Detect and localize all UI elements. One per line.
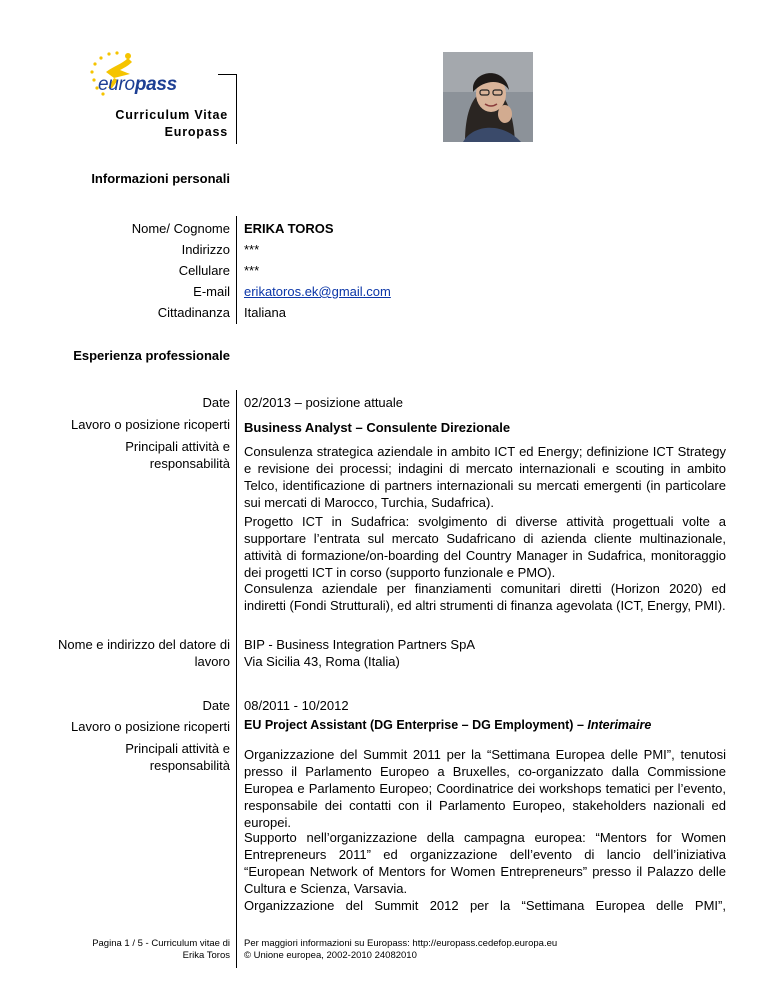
job1-activities-label-1: Principali attività e (125, 439, 230, 454)
cv-title (115, 107, 228, 141)
job1-activities-label-2: responsabilità (149, 456, 230, 471)
logo-text-pass: pass (134, 74, 177, 95)
label-address: Indirizzo (181, 242, 230, 257)
vertical-divider-experience (236, 390, 237, 940)
job1-employer-line1: BIP - Business Integration Partners SpA (244, 637, 475, 652)
label-email: E-mail (193, 284, 230, 299)
job1-activity-1: Consulenza strategica aziendale in ambito ICT ed Energy; definizione ICT Strategy e revisione dei processi; indagini di mercato internazionali e scouting in ambito Telco, identificazione di partners internazionali su mercati emergenti (in particolare sui mercati di Marocco, Turchia, Sudafrica). (244, 444, 726, 510)
job1-role: Business Analyst – Consulente Direzionale (244, 420, 511, 435)
cv-title-line1: Curriculum Vitae (115, 108, 228, 122)
vertical-divider-header (236, 74, 237, 144)
job2-date-label: Date (202, 698, 230, 713)
value-address: *** (244, 242, 260, 257)
label-mobile: Cellulare (178, 263, 230, 278)
value-citizenship: Italiana (244, 305, 286, 320)
job1-activities-label (125, 438, 230, 472)
job2-activities-label-1: Principali attività e (125, 741, 230, 756)
job1-date: 02/2013 – posizione attuale (244, 395, 404, 410)
job2-activity-3: Organizzazione del Summit 2012 per la “Settimana Europea delle PMI”, (244, 898, 726, 913)
job1-role-label: Lavoro o posizione ricoperti (71, 417, 230, 432)
vertical-divider-footer (236, 936, 237, 968)
footer-info-link: Per maggiori informazioni su Europass: http://europass.cedefop.europa.eu (244, 938, 558, 949)
vertical-divider-personal (236, 216, 237, 324)
section-personal-info: Informazioni personali (91, 171, 230, 186)
job1-employer-line2: Via Sicilia 43, Roma (Italia) (244, 654, 400, 669)
job2-activities-label-2: responsabilità (149, 758, 230, 773)
footer-left (92, 938, 230, 962)
value-email-wrap (244, 283, 726, 300)
value-mobile: *** (244, 263, 260, 278)
email-link[interactable]: erikatoros.ek@gmail.com (244, 284, 391, 299)
header-corner-line (218, 74, 237, 75)
footer-author: Erika Toros (182, 950, 230, 961)
footer-right (244, 938, 557, 962)
job2-role-suffix: Interimaire (587, 718, 652, 732)
profile-photo (443, 52, 533, 142)
job2-activity-1: Organizzazione del Summit 2011 per la “Settimana Europea delle PMI”, tenutosi presso il Parlamento Europeo a Bruxelles, co-organizzato dalla Commissione Europea e Parlamento Europeo; Coordinatrice dei workshops tematici per l’evento, responsabile dei contatti con il Parlamento Europeo, stakeholders nazionali ed europei. (244, 747, 726, 830)
job2-role-label: Lavoro o posizione ricoperti (71, 719, 230, 734)
job2-role-text: EU Project Assistant (DG Enterprise – DG Employment) – (244, 718, 588, 732)
section-experience: Esperienza professionale (73, 348, 230, 363)
job1-employer (244, 636, 726, 670)
job2-date: 08/2011 - 10/2012 (244, 698, 349, 713)
label-name: Nome/ Cognome (131, 221, 230, 236)
footer-page-info: Pagina 1 / 5 - Curriculum vitae di (92, 938, 230, 949)
logo-text-euro: euro (98, 74, 135, 95)
value-name: ERIKA TOROS (244, 221, 334, 236)
cv-title-line2: Europass (164, 125, 228, 139)
job1-activity-3: Consulenza aziendale per finanziamenti comunitari diretti (Horizon 2020) ed indiretti (Fondi Strutturali), ed altri strumenti di finanza agevolata (ICT, Energy, PMI). (244, 581, 726, 613)
job1-employer-label-1: Nome e indirizzo del datore di (58, 637, 230, 652)
job2-activities-label (125, 740, 230, 774)
job1-employer-label (58, 636, 230, 670)
footer-copyright: © Unione europea, 2002-2010 24082010 (244, 950, 417, 961)
label-citizenship: Cittadinanza (157, 305, 230, 320)
job1-employer-label-2: lavoro (194, 654, 230, 669)
europass-logo (84, 44, 224, 104)
job1-date-label: Date (202, 395, 230, 410)
job2-role (244, 717, 726, 734)
job1-activity-2: Progetto ICT in Sudafrica: svolgimento di diverse attività progettuali volte a supportare l’entrata sul mercato Sudafricano di azienda cliente multinazionale, attività di formazione/on-boarding del Country Manager in Sudafrica, monitoraggio dei progetti ICT in corso (supporto funzionale e PMO). (244, 514, 726, 580)
job2-activity-2: Supporto nell’organizzazione della campagna europea: “Mentors for Women Entrepreneurs 2011” ed organizzazione dell’evento di lancio dell’iniziativa “European Network of Mentors for Women Entrepreneurs” presso il Palazzo delle Cultura e Scienza, Varsavia. (244, 830, 726, 896)
